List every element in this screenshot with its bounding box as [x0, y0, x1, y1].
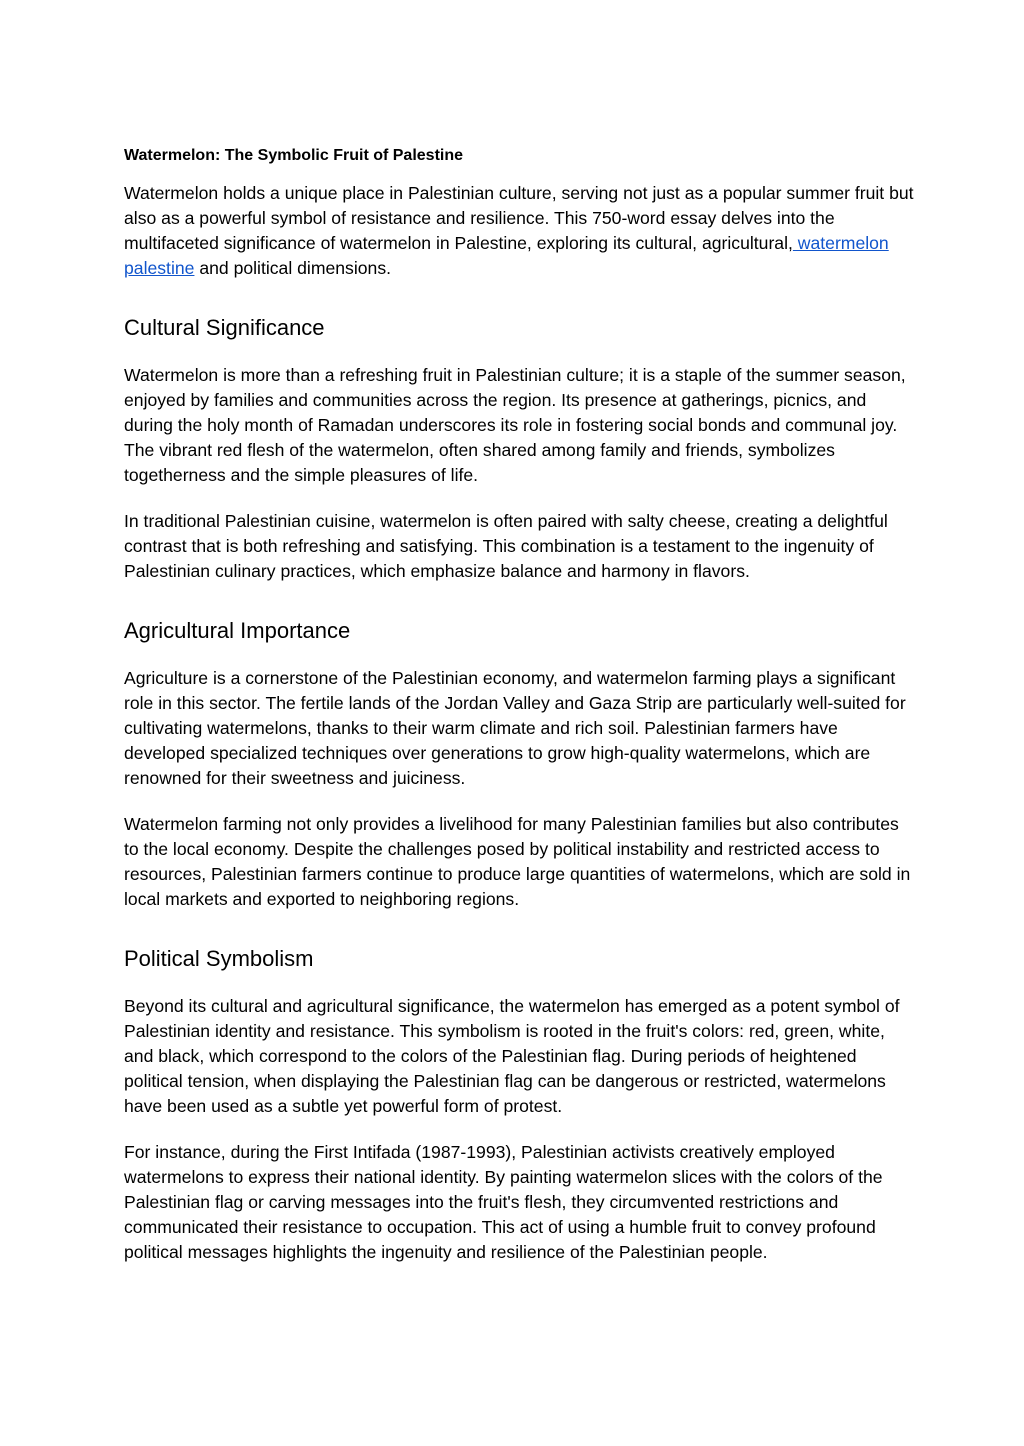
body-paragraph: In traditional Palestinian cuisine, watermelon is often paired with salty cheese, creating a delightful contrast that is both refreshing and satisfying. This combination is a testament to the ingenuity of Palestinian culinary practices, which emphasize balance and harmony in flavors. [124, 511, 888, 581]
body-paragraph: Watermelon farming not only provides a livelihood for many Palestinian families but also contributes to the local economy. Despite the challenges posed by political instability and restricted access to resources, Palestinian farmers continue to produce large quantities of watermelons, which are sold in local markets and exported to neighboring regions. [124, 814, 911, 909]
watermelon-palestine-link[interactable]: watermelon palestine [124, 233, 889, 278]
section-cultural-significance [124, 313, 914, 584]
body-paragraph: For instance, during the First Intifada (1987-1993), Palestinian activists creatively employed watermelons to express their national identity. By painting watermelon slices with the colors of the Palestinian flag or carving messages into the fruit's flesh, they circumvented restrictions and communicated their resistance to occupation. This act of using a humble fruit to convey profound political messages highlights the ingenuity and resilience of the Palestinian people. [124, 1142, 883, 1262]
section-heading: Cultural Significance [124, 315, 325, 340]
document-title: Watermelon: The Symbolic Fruit of Palestine [124, 147, 464, 164]
section-heading: Agricultural Importance [124, 618, 351, 643]
document-page [124, 143, 914, 1286]
intro-text-before-link: Watermelon holds a unique place in Palestinian culture, serving not just as a popular summer fruit but also as a powerful symbol of resistance and resilience. This 750-word essay delves into the multifaceted significance of watermelon in Palestine, exploring its cultural, agricultural, [124, 183, 914, 253]
section-agricultural-importance [124, 616, 914, 912]
body-paragraph: Agriculture is a cornerstone of the Palestinian economy, and watermelon farming plays a significant role in this sector. The fertile lands of the Jordan Valley and Gaza Strip are particularly well-suited for cultivating watermelons, thanks to their warm climate and rich soil. Palestinian farmers have developed specialized techniques over generations to grow high-quality watermelons, which are renowned for their sweetness and juiciness. [124, 668, 906, 788]
intro-paragraph [124, 181, 914, 281]
intro-text-after-link: and political dimensions. [194, 258, 392, 278]
section-political-symbolism [124, 944, 914, 1265]
body-paragraph: Watermelon is more than a refreshing fruit in Palestinian culture; it is a staple of the summer season, enjoyed by families and communities across the region. Its presence at gatherings, picnics, and during the holy month of Ramadan underscores its role in fostering social bonds and communal joy. The vibrant red flesh of the watermelon, often shared among family and friends, symbolizes togetherness and the simple pleasures of life. [124, 365, 906, 485]
section-heading: Political Symbolism [124, 946, 314, 971]
body-paragraph: Beyond its cultural and agricultural significance, the watermelon has emerged as a potent symbol of Palestinian identity and resistance. This symbolism is rooted in the fruit's colors: red, green, white, and black, which correspond to the colors of the Palestinian flag. During periods of heightened political tension, when displaying the Palestinian flag can be dangerous or restricted, watermelons have been used as a subtle yet powerful form of protest. [124, 996, 900, 1116]
